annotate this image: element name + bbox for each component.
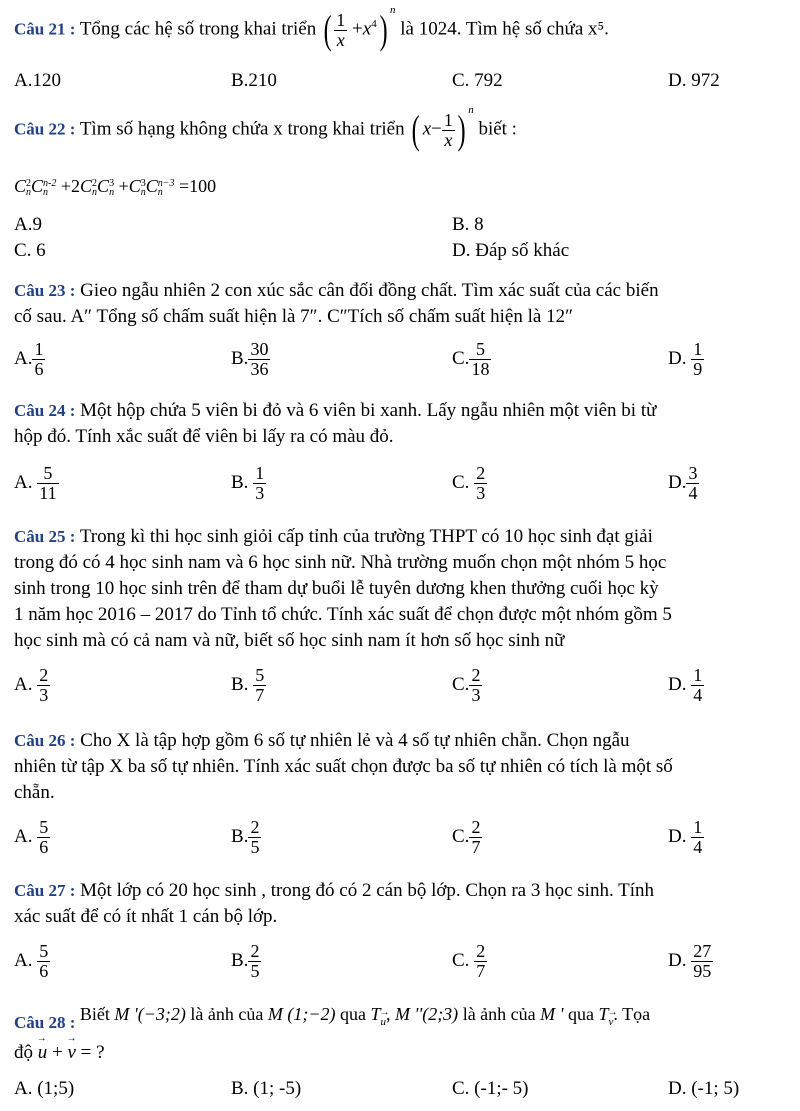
option-c[interactable]: C. 792 bbox=[452, 70, 503, 91]
option-c[interactable]: C. 6 bbox=[14, 240, 46, 261]
option-d[interactable]: D. $\frac{3}{4}$ bbox=[668, 463, 698, 503]
question-label: Câu 27 : bbox=[14, 881, 76, 900]
option-d[interactable]: D. (-1; 5) bbox=[668, 1078, 740, 1099]
option-d[interactable]: D. $\frac{1}{4}$ bbox=[668, 665, 703, 705]
question-label: Câu 23 : bbox=[14, 281, 76, 300]
option-a[interactable]: A. $\frac{5}{11}$ bbox=[14, 463, 57, 503]
question-label: Câu 22 : bbox=[14, 119, 76, 139]
option-c[interactable]: C. $\frac{2}{3}$ bbox=[452, 463, 486, 503]
option-c[interactable]: C. $\frac{2}{7}$ bbox=[452, 941, 486, 981]
option-a[interactable]: A. $\frac{5}{6}$ bbox=[14, 941, 49, 981]
option-d[interactable]: D. $\frac{1}{9}$ bbox=[668, 339, 703, 379]
option-d[interactable]: D. 972 bbox=[668, 70, 720, 91]
question-21: Câu 21 : Tổng các hệ số trong khai triển ( $\frac{1}{x}$ $+x^4$) $^n$ là 1024. Tìm hệ số chứa x⁵. bbox=[14, 4, 609, 52]
fraction: $\frac{1}{x}$ bbox=[336, 9, 346, 50]
option-a[interactable]: A. $\frac{2}{3}$ bbox=[14, 665, 49, 705]
question-22: Câu 22 : Tìm số hạng không chứa x trong khai triển ( x− $\frac{1}{x}$ ) $^n$ biết : bbox=[14, 104, 517, 152]
question-24 bbox=[14, 400, 656, 422]
question-text: Gieo ngẫu nhiên 2 con xúc sắc cân đối đồng chất. Tìm xác suất của các biến bbox=[80, 280, 659, 301]
option-c[interactable]: C. $\frac{2}{7}$ bbox=[452, 817, 481, 857]
option-d[interactable]: D. Đáp số khác bbox=[452, 240, 570, 261]
question-26 bbox=[14, 730, 630, 752]
option-b[interactable]: B.210 bbox=[231, 70, 277, 91]
option-a[interactable]: A.9 bbox=[14, 214, 42, 235]
question-label: Câu 26 : bbox=[14, 731, 76, 750]
question-text: Tìm số hạng không chứa x trong khai triển bbox=[79, 118, 405, 140]
question-label: Câu 28 : bbox=[14, 1013, 76, 1032]
question-text: Một lớp có 20 học sinh , trong đó có 2 cán bộ lớp. Chọn ra 3 học sinh. Tính bbox=[80, 880, 655, 901]
option-d[interactable]: D. $\frac{1}{4}$ bbox=[668, 817, 703, 857]
question-text: Tổng các hệ số trong khai triển bbox=[79, 18, 317, 40]
option-a[interactable]: A. $\frac{1}{6}$ bbox=[14, 339, 44, 379]
question-text: là 1024. Tìm hệ số chứa x⁵. bbox=[400, 18, 609, 40]
question-text: Một hộp chứa 5 viên bi đỏ và 6 viên bi xanh. Lấy ngẫu nhiên một viên bi từ bbox=[80, 400, 657, 421]
question-27 bbox=[14, 880, 654, 902]
option-b[interactable]: B. $\frac{30}{36}$ bbox=[231, 339, 269, 379]
option-a[interactable]: A.120 bbox=[14, 70, 61, 91]
question-text: nhiên từ tập X ba số tự nhiên. Tính xác suất chọn được ba số tự nhiên có tích là một số bbox=[14, 756, 673, 777]
option-b[interactable]: B. $\frac{1}{3}$ bbox=[231, 463, 265, 503]
option-b[interactable]: B. 8 bbox=[452, 214, 484, 235]
question-text: Cho X là tập hợp gồm 6 số tự nhiên lẻ và 4 số tự nhiên chẵn. Chọn ngẫu bbox=[80, 730, 630, 751]
option-b[interactable]: B. $\frac{2}{5}$ bbox=[231, 941, 260, 981]
question-text: trong đó có 4 học sinh nam và 6 học sinh nữ. Nhà trường muốn chọn một nhóm 5 học bbox=[14, 552, 667, 573]
fraction: $\frac{1}{x}$ bbox=[443, 109, 453, 150]
question-label: Câu 24 : bbox=[14, 401, 76, 420]
option-b[interactable]: B. $\frac{2}{5}$ bbox=[231, 817, 260, 857]
question-text: Trong kì thi học sinh giỏi cấp tỉnh của trường THPT có 10 học sinh đạt giải bbox=[79, 526, 653, 547]
question-text: 1 năm học 2016 – 2017 do Tỉnh tổ chức. Tính xác suất để chọn được một nhóm gồm 5 bbox=[14, 604, 672, 625]
question-text: chẵn. bbox=[14, 782, 55, 803]
option-b[interactable]: B. $\frac{5}{7}$ bbox=[231, 665, 265, 705]
option-c[interactable]: C. (-1;- 5) bbox=[452, 1078, 529, 1099]
question-text: xác suất để có ít nhất 1 cán bộ lớp. bbox=[14, 906, 278, 927]
question-label: Câu 21 : bbox=[14, 19, 76, 39]
question-text: sinh trong 10 học sinh trên để tham dự buổi lễ tuyên dương khen thưởng cuối học kỳ bbox=[14, 578, 659, 599]
option-b[interactable]: B. (1; -5) bbox=[231, 1078, 302, 1099]
combinatorics-equation: C 2 n C n-2 n +2C 2 n C 3 n +C 3 n C n−3 n =100 bbox=[14, 176, 217, 198]
option-a[interactable]: A. $\frac{5}{6}$ bbox=[14, 817, 49, 857]
question-23 bbox=[14, 280, 659, 302]
option-c[interactable]: C. $\frac{5}{18}$ bbox=[452, 339, 490, 379]
question-label: Câu 25 : bbox=[14, 527, 76, 546]
question-text: cố sau. A″ Tổng số chấm suất hiện là 7″. C″Tích số chấm suất hiện là 12″ bbox=[14, 306, 573, 327]
option-c[interactable]: C. $\frac{2}{3}$ bbox=[452, 665, 481, 705]
question-text: hộp đó. Tính xắc suất để viên bi lấy ra có màu đỏ. bbox=[14, 426, 394, 447]
question-text: độ → u + → v = ? bbox=[14, 1042, 105, 1064]
question-text: biết : bbox=[478, 118, 517, 140]
question-text: học sinh mà có cả nam và nữ, biết số học sinh nam ít hơn số học sinh nữ bbox=[14, 630, 565, 651]
option-d[interactable]: D. $\frac{27}{95}$ bbox=[668, 941, 712, 981]
question-25 bbox=[14, 526, 653, 548]
question-28: Câu 28 : Biết M '(−3;2) là ảnh của M (1;−2) qua T→ $_u$, M ''(2;3) là ảnh của M ' qua T→ $_v$. Tọa bbox=[14, 1004, 650, 1028]
option-a[interactable]: A. (1;5) bbox=[14, 1078, 75, 1099]
